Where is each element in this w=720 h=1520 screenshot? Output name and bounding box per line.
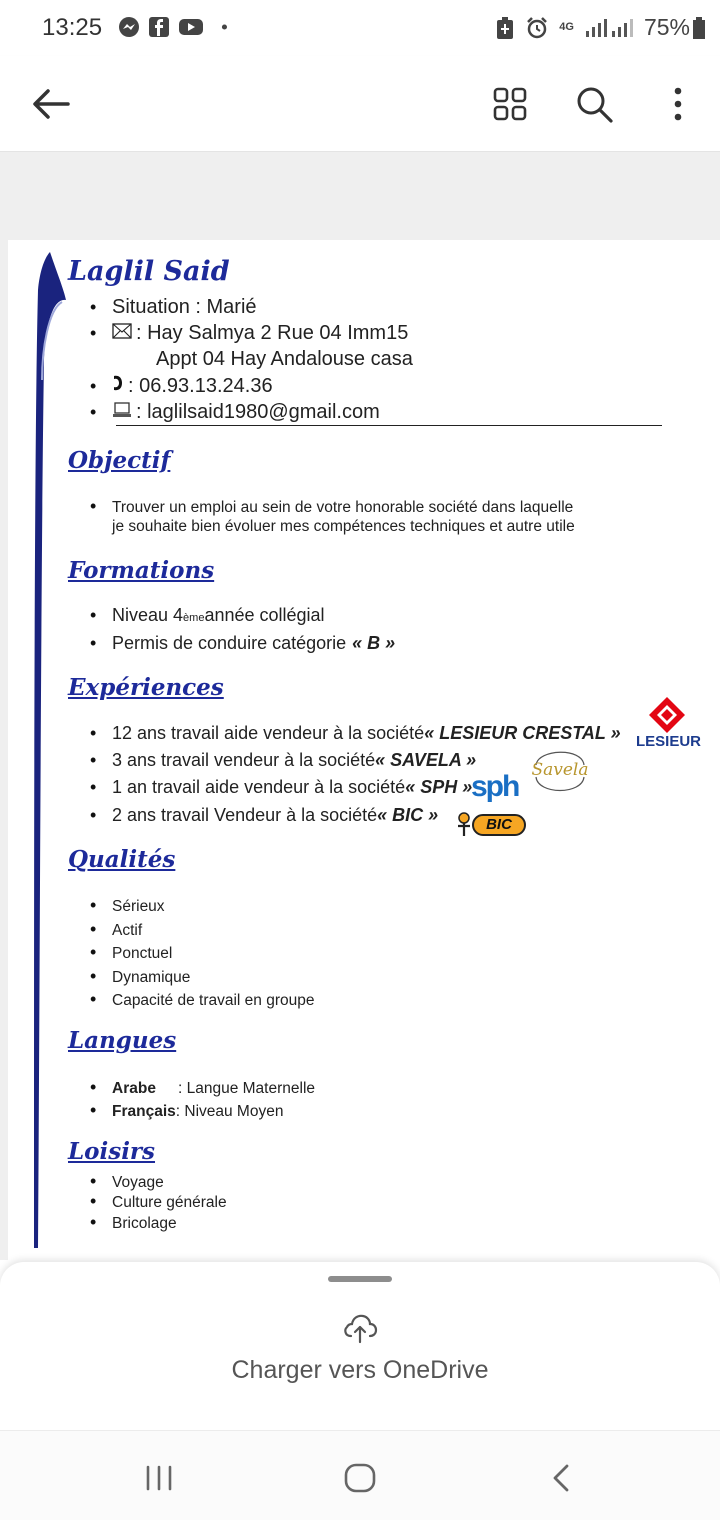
battery-icon xyxy=(692,16,706,40)
bottom-sheet xyxy=(0,1262,720,1430)
cv-name: Laglil Said xyxy=(68,256,230,287)
document-margin xyxy=(0,152,720,240)
status-time: 13:25 xyxy=(42,14,103,41)
objectif-item-line2: je souhaite bien évoluer mes compétences techniques et autre utile xyxy=(112,518,575,535)
bic-logo: BIC xyxy=(472,814,526,836)
notification-icons xyxy=(118,16,234,38)
more-vert-icon[interactable] xyxy=(664,84,692,124)
formation-item: • Permis de conduire catégorie « B » xyxy=(90,633,396,653)
experience-item: • 1 an travail aide vendeur à la société « SPH » xyxy=(90,777,473,797)
bic-boy-icon xyxy=(454,812,474,838)
section-qualites-title: Qualités xyxy=(68,846,176,873)
nav-back-icon[interactable] xyxy=(545,1463,579,1493)
app-bar xyxy=(0,56,720,152)
computer-icon xyxy=(112,402,132,418)
contact-address: • : Hay Salmya 2 Rue 04 Imm15 xyxy=(90,322,409,344)
youtube-icon xyxy=(178,16,204,38)
objectif-item: • Trouver un emploi au sein de votre honorable société dans laquelle xyxy=(90,496,574,516)
section-formations-title: Formations xyxy=(68,557,215,584)
search-icon[interactable] xyxy=(574,84,614,124)
contact-address-line2: Appt 04 Hay Andalouse casa xyxy=(156,348,413,370)
sph-logo: sph xyxy=(471,770,519,803)
experience-item: • 12 ans travail aide vendeur à la société « LESIEUR CRESTAL » xyxy=(90,723,621,743)
system-icons xyxy=(495,14,706,41)
alarm-icon xyxy=(525,16,549,40)
qualite-item: • Actif xyxy=(90,919,143,939)
qualite-item: • Ponctuel xyxy=(90,942,173,962)
document-edge xyxy=(0,240,8,1260)
experience-item: • 3 ans travail vendeur à la société « SAVELA » xyxy=(90,750,477,770)
section-langues-title: Langues xyxy=(68,1027,177,1054)
sheet-drag-handle[interactable] xyxy=(328,1276,392,1282)
dot-icon xyxy=(220,16,234,38)
battery-saver-icon xyxy=(495,16,515,40)
contact-email: • : laglilsaid1980@gmail.com xyxy=(90,401,380,423)
qualite-item: • Dynamique xyxy=(90,966,191,986)
cloud-upload-icon[interactable] xyxy=(342,1312,378,1344)
upload-onedrive-button[interactable]: Charger vers OneDrive xyxy=(231,1356,489,1384)
facebook-icon xyxy=(148,16,170,38)
contact-phone: • : 06.93.13.24.36 xyxy=(90,375,273,397)
formation-item: • Niveau 4 ème année collégial xyxy=(90,605,325,625)
experience-item: • 2 ans travail Vendeur à la société « BIC » xyxy=(90,805,439,825)
contact-situation: • Situation : Marié xyxy=(90,296,257,318)
lesieur-logo-icon xyxy=(648,696,686,734)
back-arrow-icon[interactable] xyxy=(28,84,72,124)
section-experiences-title: Expériences xyxy=(68,674,224,701)
signal-icon xyxy=(584,17,634,39)
navigation-bar xyxy=(0,1430,720,1520)
status-bar xyxy=(0,0,720,56)
decorative-swoosh xyxy=(28,250,68,1250)
qualite-item: • Capacité de travail en groupe xyxy=(90,989,315,1009)
network-type: 4G xyxy=(559,21,574,33)
grid-view-icon[interactable] xyxy=(492,86,528,122)
loisir-item: • Bricolage xyxy=(90,1212,177,1232)
home-icon[interactable] xyxy=(343,1463,377,1493)
section-objectif-title: Objectif xyxy=(68,447,171,474)
loisir-item: • Culture générale xyxy=(90,1191,227,1211)
contact-divider xyxy=(116,425,662,426)
langue-item: • Arabe : Langue Maternelle xyxy=(90,1077,316,1097)
qualite-item: • Sérieux xyxy=(90,895,165,915)
lesieur-logo-text: LESIEUR xyxy=(636,733,702,750)
battery-percent: 75% xyxy=(643,14,690,40)
langue-item: • Français : Niveau Moyen xyxy=(90,1100,284,1120)
loisir-item: • Voyage xyxy=(90,1171,164,1191)
envelope-icon xyxy=(112,323,132,339)
section-loisirs-title: Loisirs xyxy=(68,1138,156,1165)
messenger-icon xyxy=(118,16,140,38)
phone-icon xyxy=(112,374,124,392)
savela-logo-text: Savela xyxy=(531,760,589,780)
recents-icon[interactable] xyxy=(142,1463,176,1493)
